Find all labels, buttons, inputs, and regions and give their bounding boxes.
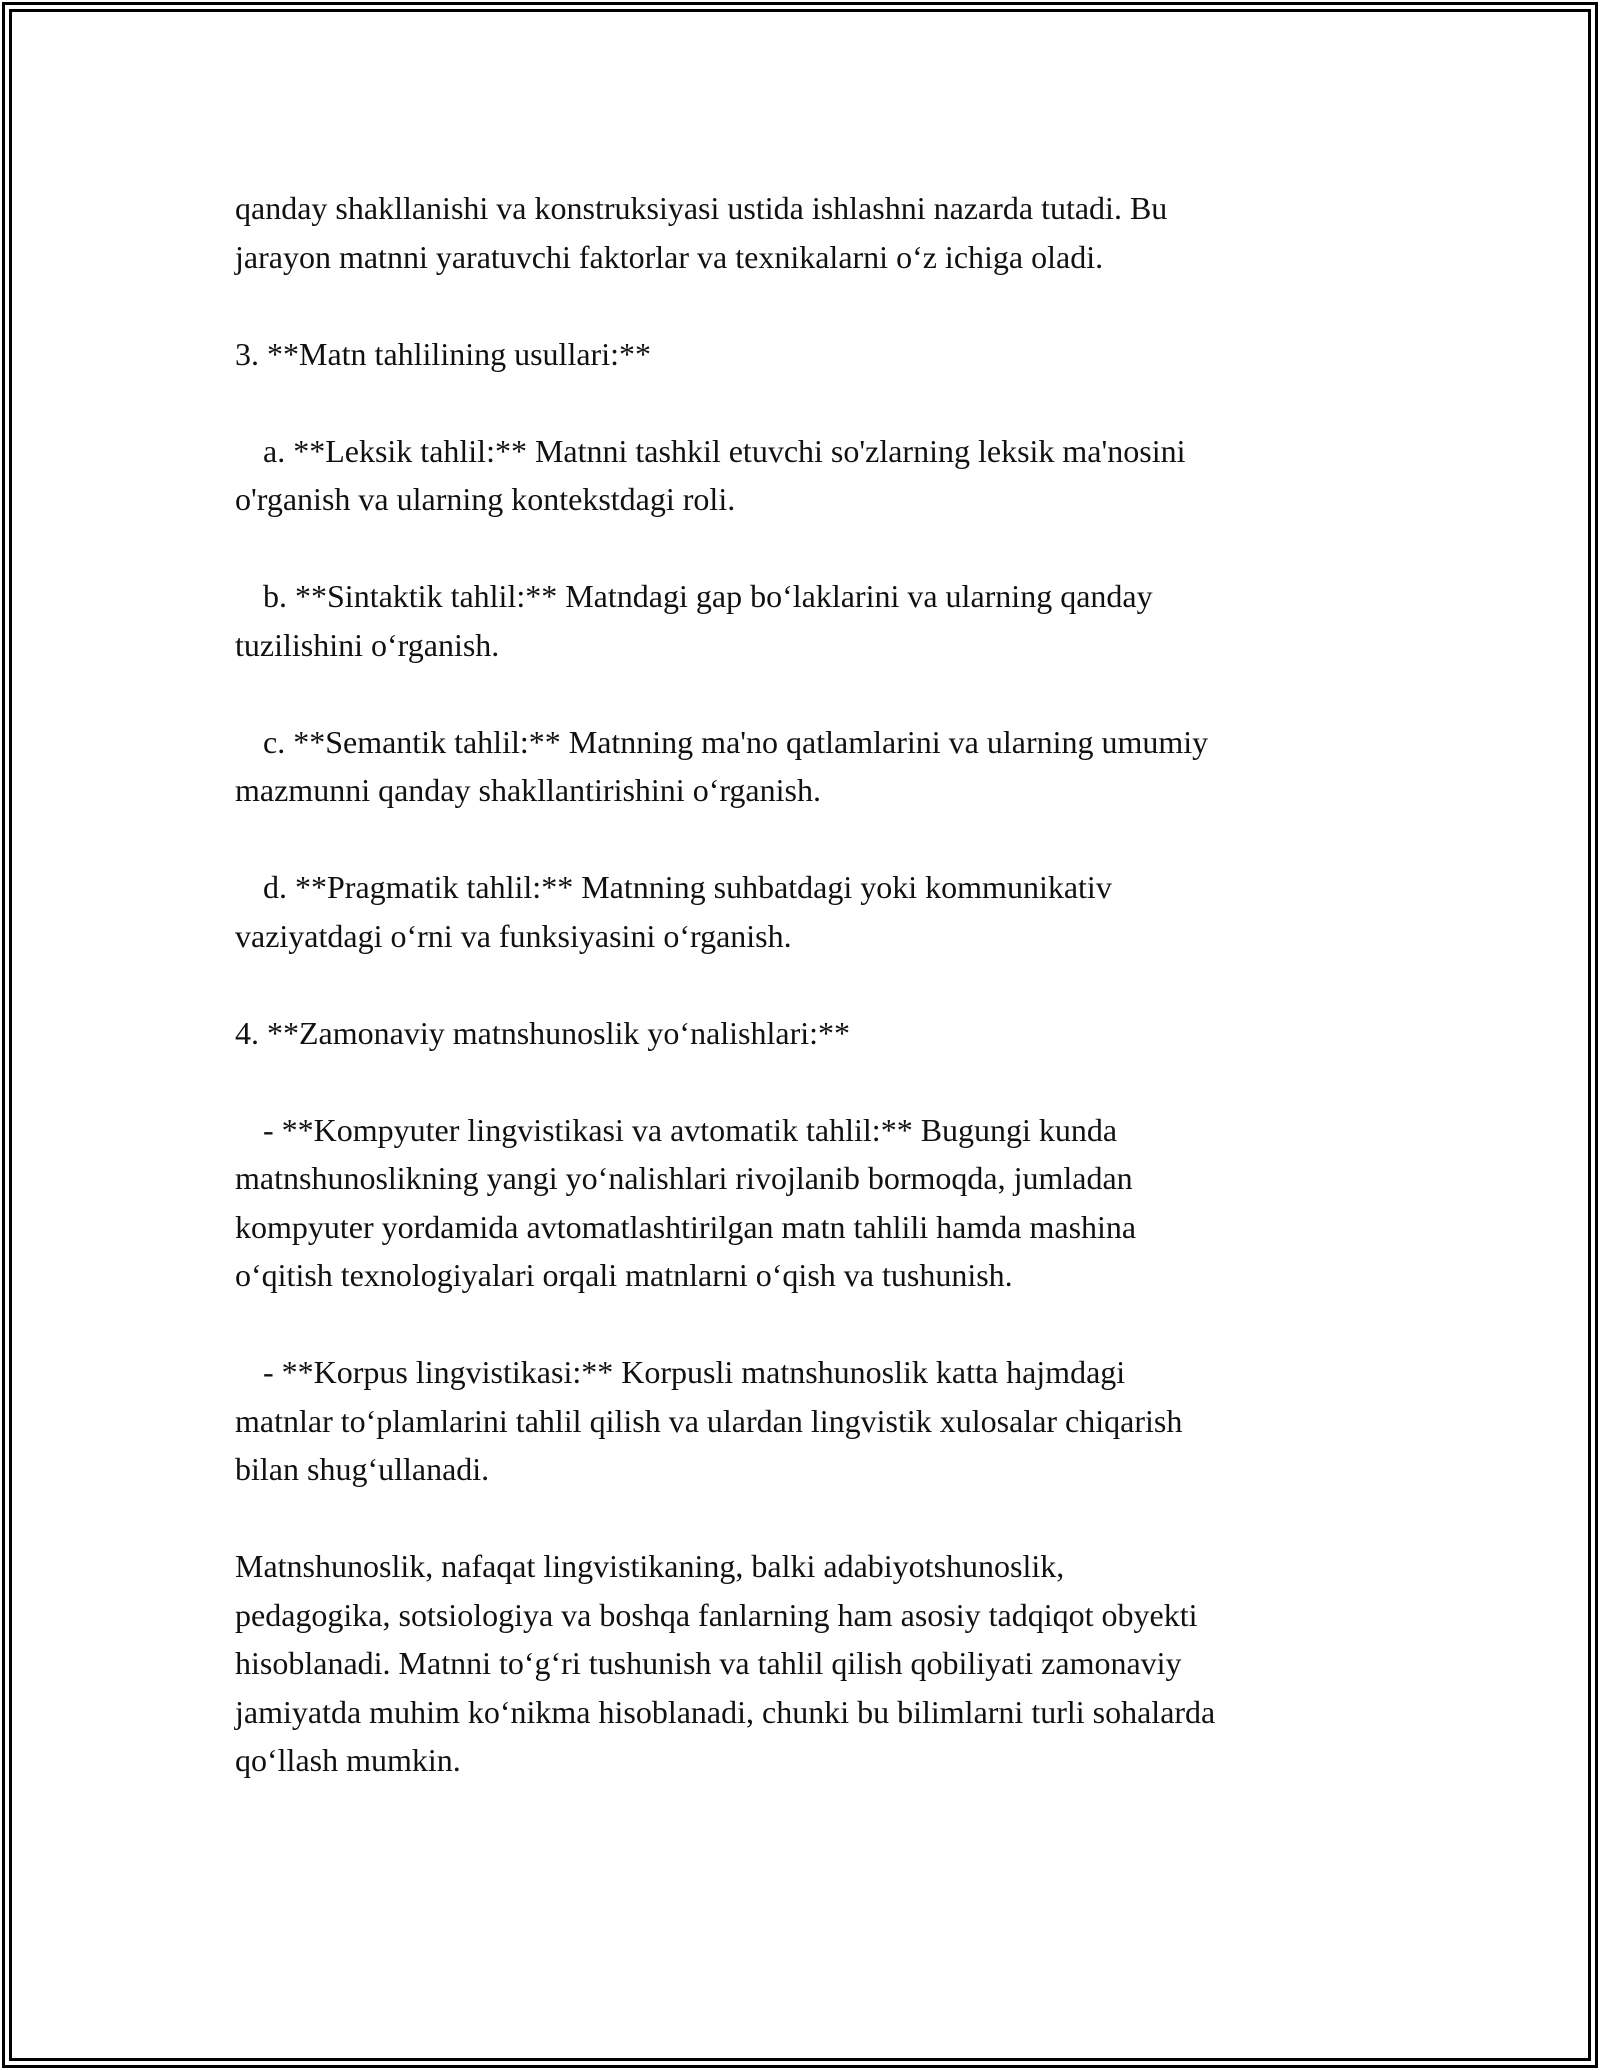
heading-line: 4. **Zamonaviy matnshunoslik yo‘nalishlari:** [235, 1014, 851, 1051]
list-item-b [235, 572, 1375, 669]
conclusion-paragraph [235, 1542, 1375, 1785]
text-line: mazmunni qanday shakllantirishini o‘rganish. [235, 772, 821, 808]
section-4-heading [235, 1009, 1375, 1058]
document-body [235, 184, 1375, 1785]
text-line: - **Kompyuter lingvistikasi va avtomatik tahlil:** Bugungi kunda [263, 1111, 1118, 1148]
section-3-heading [235, 330, 1375, 379]
list-item-c [235, 718, 1375, 815]
text-line: a. **Leksik tahlil:** Matnni tashkil etuvchi so'zlarning leksik ma'nosini [263, 432, 1186, 469]
text-line: c. **Semantik tahlil:** Matnning ma'no qatlamlarini va ularning umumiy [263, 723, 1209, 760]
heading-line: 3. **Matn tahlilining usullari:** [235, 335, 651, 372]
paragraph-intro-continuation [235, 184, 1375, 281]
text-line: d. **Pragmatik tahlil:** Matnning suhbatdagi yoki kommunikativ [263, 869, 1112, 905]
text-line: b. **Sintaktik tahlil:** Matndagi gap bo‘laklarini va ularning qanday [263, 578, 1153, 614]
text-line: Matnshunoslik, nafaqat lingvistikaning, balki adabiyotshunoslik, [235, 1548, 1065, 1584]
text-line: vaziyatdagi o‘rni va funksiyasini o‘rganish. [235, 917, 792, 954]
text-line: jamiyatda muhim ko‘nikma hisoblanadi, chunki bu bilimlarni turli sohalarda [235, 1693, 1216, 1730]
text-line: matnlar to‘plamlarini tahlil qilish va ulardan lingvistik xulosalar chiqarish [235, 1402, 1183, 1439]
text-line: hisoblanadi. Matnni to‘g‘ri tushunish va tahlil qilish qobiliyati zamonaviy [235, 1645, 1182, 1681]
text-line: qo‘llash mumkin. [235, 1742, 461, 1778]
text-line: kompyuter yordamida avtomatlashtirilgan matn tahlili hamda mashina [235, 1208, 1137, 1245]
text-line: o'rganish va ularning kontekstdagi roli. [235, 481, 736, 517]
text-line: o‘qitish texnologiyalari orqali matnlarni o‘qish va tushunish. [235, 1257, 1013, 1293]
text-line: pedagogika, sotsiologiya va boshqa fanlarning ham asosiy tadqiqot obyekti [235, 1596, 1198, 1633]
text-line: tuzilishini o‘rganish. [235, 626, 500, 663]
text-line: qanday shakllanishi va konstruksiyasi ustida ishlashni nazarda tutadi. Bu [235, 190, 1168, 226]
bullet-corpus-linguistics [235, 1348, 1375, 1494]
text-line: - **Korpus lingvistikasi:** Korpusli matnshunoslik katta hajmdagi [263, 1354, 1126, 1390]
text-line: matnshunoslikning yangi yo‘nalishlari rivojlanib bormoqda, jumladan [235, 1160, 1133, 1196]
list-item-a [235, 427, 1375, 524]
text-line: bilan shug‘ullanadi. [235, 1451, 490, 1487]
list-item-d [235, 863, 1375, 960]
bullet-computational-linguistics [235, 1106, 1375, 1300]
text-line: jarayon matnni yaratuvchi faktorlar va texnikalarni o‘z ichiga oladi. [235, 238, 1104, 275]
